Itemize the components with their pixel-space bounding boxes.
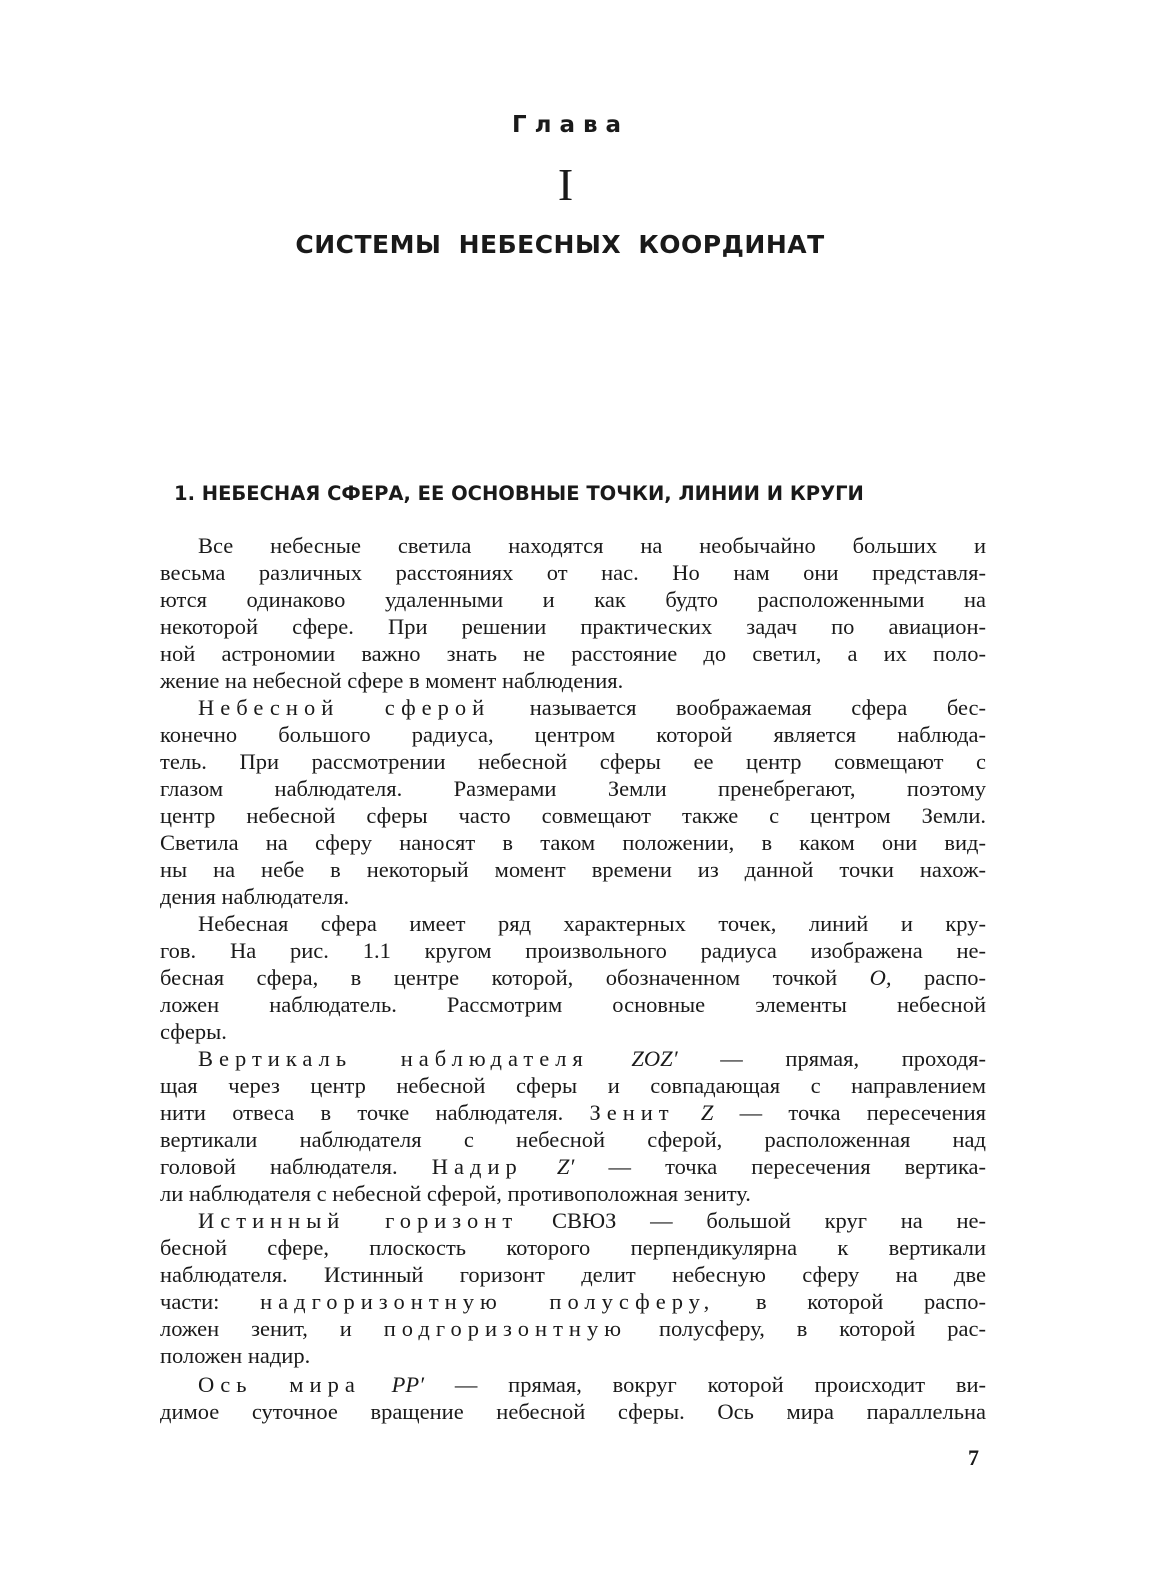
chapter-label: Глава <box>511 112 630 138</box>
defined-term: Вертикаль наблюдателя <box>198 1046 589 1071</box>
page-number: 7 <box>968 1445 979 1470</box>
text-line: сферы. <box>160 1019 227 1044</box>
text-line: центр небесной сферы часто совмещают также с центром Земли. <box>160 803 986 828</box>
defined-term: надгоризонтную полусферу, <box>260 1289 716 1314</box>
text-line: головой наблюдателя. Надир Z′ — точка пересечения вертика- <box>160 1154 987 1179</box>
text-line: ложен наблюдатель. Рассмотрим основные элементы небесной <box>160 992 986 1017</box>
math-symbol: СВЮЗ <box>551 1208 617 1233</box>
text-line: наблюдателя. Истинный горизонт делит небесную сферу на две <box>160 1262 986 1287</box>
section-heading: 1. НЕБЕСНАЯ СФЕРА, ЕЕ ОСНОВНЫЕ ТОЧКИ, ЛИНИИ И КРУГИ <box>174 482 864 505</box>
text-line: глазом наблюдателя. Размерами Земли пренебрегают, поэтому <box>160 776 986 801</box>
text-line: бесной сфере, плоскость которого перпендикулярна к вертикали <box>160 1235 986 1260</box>
defined-term: Истинный горизонт <box>198 1208 519 1233</box>
chapter-number: I <box>557 159 574 210</box>
math-symbol: Z <box>700 1100 714 1125</box>
defined-term: Небесной сферой <box>198 695 491 720</box>
text-line: ложен зенит, и подгоризонтную полусферу, в которой рас- <box>160 1316 986 1341</box>
text-line: Светила на сферу наносят в таком положении, в каком они вид- <box>160 830 986 855</box>
text-line: Небесная сфера имеет ряд характерных точек, линий и кру- <box>198 911 986 936</box>
text-line: димое суточное вращение небесной сферы. Ось мира параллельна <box>160 1399 986 1424</box>
text-line: вертикали наблюдателя с небесной сферой, расположенная над <box>160 1127 986 1152</box>
defined-term: Зенит <box>589 1100 675 1125</box>
text-line: жение на небесной сфере в момент наблюдения. <box>160 668 624 693</box>
text-line: щая через центр небесной сферы и совпадающая с направлением <box>160 1073 986 1098</box>
text-line: тель. При рассмотрении небесной сферы ее центр совмещают с <box>160 749 986 774</box>
chapter-title: СИСТЕМЫ НЕБЕСНЫХ КООРДИНАТ <box>295 230 825 259</box>
math-symbol: ZOZ′ <box>631 1046 678 1071</box>
text-line: Ось мира PP′ — прямая, вокруг которой происходит ви- <box>198 1372 987 1397</box>
text-line: ются одинаково удаленными и как будто расположенными на <box>160 587 986 612</box>
text-line: ли наблюдателя с небесной сферой, противоположная зениту. <box>160 1181 751 1206</box>
text-line: ной астрономии важно знать не расстояние до светил, а их поло- <box>160 641 986 666</box>
math-symbol: PP′ <box>391 1372 425 1397</box>
text-line: дения наблюдателя. <box>160 884 350 909</box>
text-line: некоторой сфере. При решении практических задач по авиацион- <box>160 614 986 639</box>
text-line: конечно большого радиуса, центром которой является наблюда- <box>160 722 986 747</box>
defined-term: подгоризонтную <box>383 1316 628 1341</box>
text-line: Истинный горизонт СВЮЗ — большой круг на не- <box>198 1208 987 1233</box>
math-symbol: О, <box>869 965 892 990</box>
text-line: положен надир. <box>160 1343 311 1368</box>
text-line: ны на небе в некоторый момент времени из данной точки нахож- <box>160 857 986 882</box>
text-line: весьма различных расстояниях от нас. Но нам они представля- <box>160 560 986 585</box>
text-line: бесная сфера, в центре которой, обозначенном точкой О, распо- <box>160 965 986 990</box>
text-line: Все небесные светила находятся на необычайно больших и <box>198 533 986 558</box>
math-symbol: Z′ <box>556 1154 575 1179</box>
defined-term: Ось мира <box>198 1372 361 1397</box>
defined-term: Надир <box>431 1154 523 1179</box>
text-line: нити отвеса в точке наблюдателя. Зенит Z — точка пересечения <box>160 1100 987 1125</box>
text-line: гов. На рис. 1.1 кругом произвольного радиуса изображена не- <box>160 938 986 963</box>
text-line: Вертикаль наблюдателя ZOZ′ — прямая, проходя- <box>198 1046 986 1071</box>
text-line: Небесной сферой называется воображаемая сфера бес- <box>198 695 986 720</box>
text-line: части: надгоризонтную полусферу, в которой распо- <box>160 1289 987 1314</box>
